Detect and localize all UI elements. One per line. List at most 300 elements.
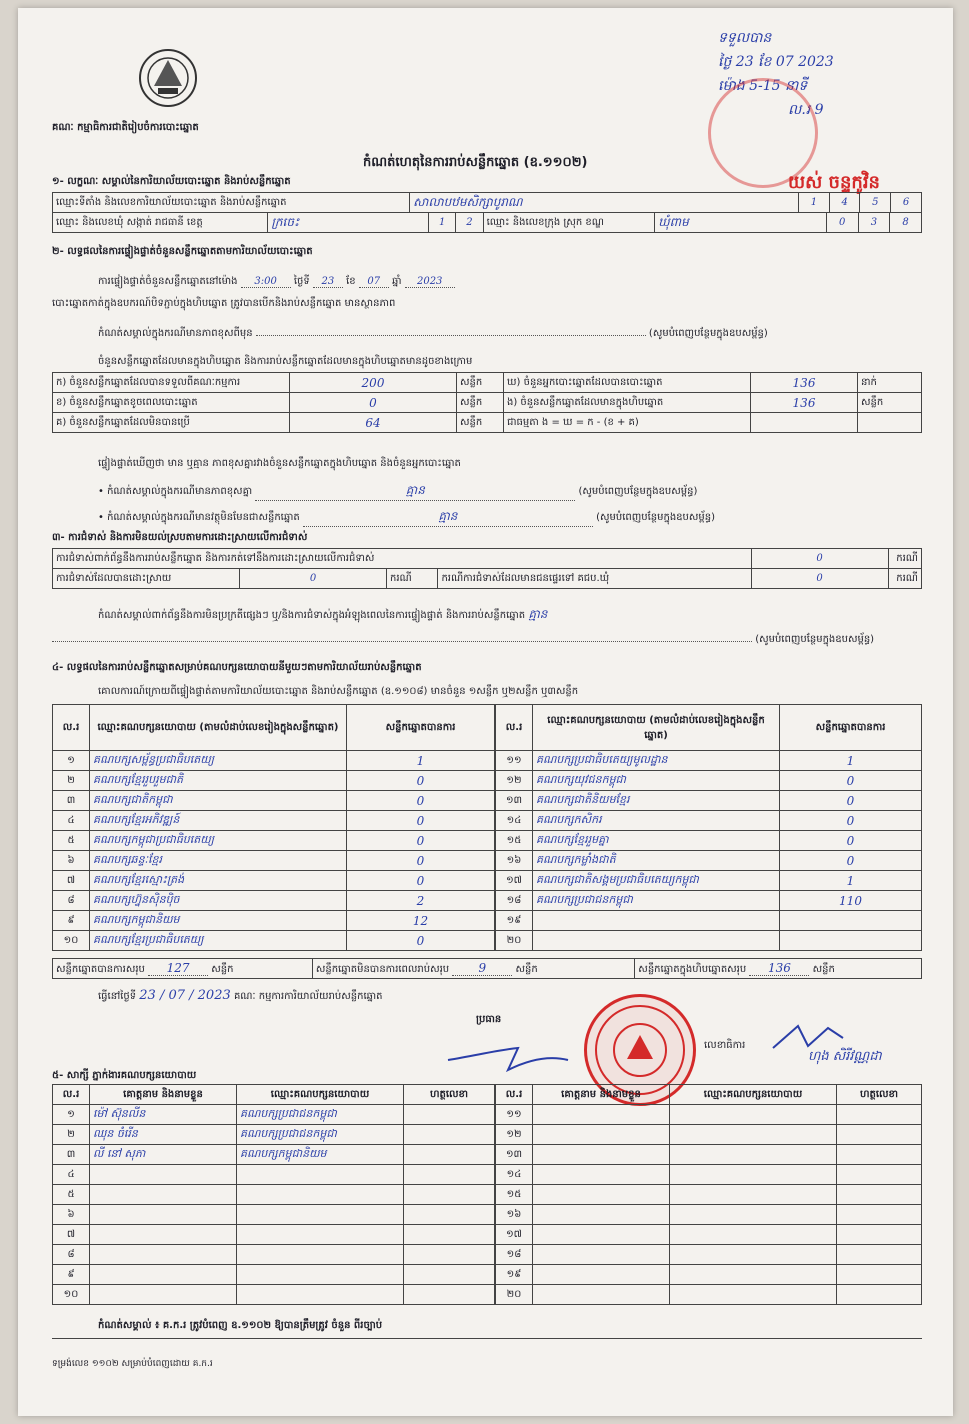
witness-signature xyxy=(404,1245,495,1265)
row-no: ១០ xyxy=(53,1285,90,1305)
table-row xyxy=(53,1285,495,1305)
footer-divider xyxy=(52,1338,922,1339)
bullet1-label: កំណត់សម្គាល់ក្នុងករណីមានភាពខុសគ្នា xyxy=(107,486,253,497)
vote-count: 0 xyxy=(780,811,922,831)
party-name: គណបក្សសម្ព័ន្ធប្រជាធិបតេយ្យ xyxy=(90,751,347,771)
s1-row2-label-b: ឈ្មោះ និងលេខក្រុង ស្រុក ខណ្ឌ xyxy=(483,213,655,233)
row-no: ៥ xyxy=(53,1185,90,1205)
sign-date xyxy=(98,988,383,1004)
totals-row xyxy=(52,958,922,979)
secretary-label: លេខាធិការ xyxy=(704,1040,746,1051)
row-no: ១៤ xyxy=(496,811,533,831)
table-row xyxy=(496,1145,922,1165)
row-no: ៧ xyxy=(53,1225,90,1245)
row-no: ១១ xyxy=(496,751,533,771)
s3-row2-value-b: 0 xyxy=(751,569,888,589)
s3-row2-unit: ករណី xyxy=(387,569,438,589)
row-no: ១២ xyxy=(496,1125,533,1145)
witness-signature xyxy=(837,1125,922,1145)
bullet1-value: គ្មាន xyxy=(255,482,575,501)
s3-row2-label: ការជំទាស់ដែលបានដោះស្រាយ xyxy=(53,569,240,589)
row-no: ៨ xyxy=(53,891,90,911)
table-row xyxy=(496,751,922,771)
party-name: គណបក្សប្រជាធិបតេយ្យមូលដ្ឋាន xyxy=(533,751,780,771)
witness-party: គណបក្សប្រជាជនកម្ពុជា xyxy=(237,1125,404,1145)
s1-code: 6 xyxy=(891,193,922,213)
witness-signature xyxy=(837,1185,922,1205)
section2-title: ២- លទ្ធផលនៃការផ្ទៀងផ្ទាត់ចំនួនសន្លឹកឆ្នោតតាមការិយាល័យបោះឆ្នោត xyxy=(52,246,313,257)
witness-party xyxy=(237,1205,404,1225)
total-invalid-value: 9 xyxy=(452,961,512,976)
section4-intro xyxy=(98,684,578,699)
party-name xyxy=(533,931,780,951)
date-label: ធ្វើនៅថ្ងៃទី xyxy=(98,991,137,1002)
form-title: កំណត់ហេតុនៃការរាប់សន្លឹកឆ្នោត (ឧ.១១០២) xyxy=(363,155,588,170)
witness-name xyxy=(533,1285,670,1305)
day-label: ថ្ងៃទី xyxy=(293,276,310,287)
row-no: ៨ xyxy=(53,1245,90,1265)
emblem-icon xyxy=(136,46,200,110)
row-no: ១៧ xyxy=(496,1225,533,1245)
note-label: កំណត់សម្គាល់ក្នុងករណីមានភាពខុសពីមុន xyxy=(98,328,253,339)
witness-signature xyxy=(837,1165,922,1185)
witness-name: លី នៅ សុភា xyxy=(90,1145,237,1165)
witness-signature xyxy=(404,1165,495,1185)
s2-left-unit: សន្លឹក xyxy=(457,413,504,433)
sign-committee: គណៈ កម្មការការិយាល័យរាប់សន្លឹកឆ្នោត xyxy=(233,991,383,1002)
col-party: ឈ្មោះគណបក្សនយោបាយ xyxy=(237,1085,404,1105)
witness-signature xyxy=(837,1145,922,1165)
total-valid-unit: សន្លឹក xyxy=(211,963,234,975)
table-row xyxy=(496,831,922,851)
row-no: ៦ xyxy=(53,1205,90,1225)
s1-row1-label: ឈ្មោះទីតាំង និងលេខការិយាល័យបោះឆ្នោត និងរាប់សន្លឹកឆ្នោត xyxy=(53,193,410,213)
row-no: ២០ xyxy=(496,931,533,951)
vote-count: 0 xyxy=(347,931,495,951)
vote-count: 0 xyxy=(780,831,922,851)
row-no: ១២ xyxy=(496,771,533,791)
col-no: ល.រ xyxy=(53,705,90,751)
vote-count: 0 xyxy=(347,871,495,891)
table-row xyxy=(53,931,495,951)
witness-name xyxy=(90,1225,237,1245)
table-row xyxy=(53,1165,495,1185)
witness-name xyxy=(90,1205,237,1225)
section2-check-line xyxy=(98,456,461,471)
table-row xyxy=(53,1265,495,1285)
vote-count: 1 xyxy=(780,871,922,891)
year-value: 2023 xyxy=(405,276,455,288)
footer-note: កំណត់សម្គាល់ ៖ គ.ក.រ ត្រូវបំពេញ ឧ.១១០២ ឱ្យបានត្រឹមត្រូវ ចំនួន ពីរច្បាប់ xyxy=(98,1320,383,1331)
table-row xyxy=(496,1105,922,1125)
party-name: គណបក្សកម្ពុជានិយម xyxy=(90,911,347,931)
s3-note-dots xyxy=(52,641,752,642)
witness-party xyxy=(670,1265,837,1285)
results-table-right xyxy=(495,704,922,951)
results-table-left xyxy=(52,704,495,951)
witness-party xyxy=(670,1285,837,1305)
witness-name xyxy=(90,1265,237,1285)
total-valid-value: 127 xyxy=(148,961,208,976)
s2-right-label: ជាធម្មតា ង = ឃ = ក - (ខ + គ) xyxy=(504,413,751,433)
s2-right-value: 136 xyxy=(751,373,858,393)
table-row xyxy=(53,1105,495,1125)
party-name: គណបក្សខ្មែរអភិវឌ្ឍន៍ xyxy=(90,811,347,831)
s1-row1-value: សាលាបឋមសិក្សាបូរាណ xyxy=(410,193,799,213)
footer-bottom-line: ទម្រង់លេខ ១១០២ សម្រាប់បំពេញដោយ គ.ក.រ xyxy=(52,1359,213,1369)
witness-party xyxy=(237,1185,404,1205)
bullet1-hint: (សូមបំពេញបន្ថែមក្នុងឧបសម្ព័ន្ធ) xyxy=(578,486,698,497)
row-no: ១០ xyxy=(53,931,90,951)
party-name: គណបក្សជាតិកម្ពុជា xyxy=(90,791,347,811)
witness-party xyxy=(670,1105,837,1125)
total-box-unit: សន្លឹក xyxy=(812,963,835,975)
total-invalid-unit: សន្លឹក xyxy=(515,963,538,975)
witness-name xyxy=(90,1245,237,1265)
s2-row xyxy=(53,373,922,393)
table-row xyxy=(496,1125,922,1145)
col-votes: សន្លឹកឆ្នោតបានការ xyxy=(780,705,922,751)
note-dots xyxy=(256,335,646,336)
s1-code: 8 xyxy=(890,213,922,233)
total-valid xyxy=(53,959,313,979)
s1-code: 4 xyxy=(829,193,860,213)
row-no: ១៩ xyxy=(496,1265,533,1285)
secretary-name: ហុង សិរីវណ្ណដា xyxy=(808,1049,882,1064)
witness-signature xyxy=(837,1245,922,1265)
vote-count: 0 xyxy=(780,791,922,811)
table-row xyxy=(53,1145,495,1165)
witness-name xyxy=(533,1225,670,1245)
total-box xyxy=(635,959,922,979)
total-invalid xyxy=(312,959,634,979)
s3-row2-value: 0 xyxy=(240,569,387,589)
s3-row1-label: ការជំទាស់ពាក់ព័ន្ធនឹងការរាប់សន្លឹកឆ្នោត និងការកត់ទៅនឹងការដោះស្រាយលើការជំទាស់ xyxy=(53,549,752,569)
section3-title: ៣- ការជំទាស់ និងការមិនយល់ស្របតាមការដោះស្រាយលើការជំទាស់ xyxy=(52,532,308,543)
party-name: គណបក្សខ្មែរស្មោះត្រង់ xyxy=(90,871,347,891)
party-name: គណបក្សខ្មែររួមគ្នា xyxy=(533,831,780,851)
row-no: ១៦ xyxy=(496,1205,533,1225)
table-row xyxy=(496,1205,922,1225)
s1-code: 1 xyxy=(799,193,830,213)
witness-name xyxy=(533,1205,670,1225)
col-name: គោត្តនាម និងនាមខ្លួន xyxy=(90,1085,237,1105)
s4-intro-text: គោលការណ៍ក្រោយពីផ្ទៀងផ្ទាត់តាមការិយាល័យបោះឆ្នោត និងរាប់សន្លឹកឆ្នោត (ឧ.១១០៨) មានចំនួន ១សន្លឹក ឬ២សន្លឹក ឬ៣សន្លឹក xyxy=(98,686,579,697)
row-no: ៤ xyxy=(53,1165,90,1185)
section2-note xyxy=(98,326,918,341)
vote-count: 0 xyxy=(347,811,495,831)
witness-name xyxy=(90,1165,237,1185)
vote-count: 0 xyxy=(347,851,495,871)
row-no: ៤ xyxy=(53,811,90,831)
row-no: ១ xyxy=(53,751,90,771)
table-row xyxy=(496,1265,922,1285)
witness-name xyxy=(533,1185,670,1205)
date-value: 23 / 07 / 2023 xyxy=(139,988,231,1003)
party-name: គណបក្សកម្លាំងជាតិ xyxy=(533,851,780,871)
party-name: គណបក្សហ្វ៊ុនស៊ិនប៉ិច xyxy=(90,891,347,911)
month-label: ខែ xyxy=(346,276,356,287)
vote-count xyxy=(780,911,922,931)
table-row xyxy=(496,1185,922,1205)
chair-signature xyxy=(438,1030,588,1080)
witness-signature xyxy=(404,1185,495,1205)
s2-left-label: គ) ចំនួនសន្លឹកឆ្នោតដែលមិនបានប្រើ xyxy=(53,413,290,433)
witness-table-right xyxy=(495,1084,922,1305)
row-no: ១៥ xyxy=(496,831,533,851)
table-row xyxy=(53,911,495,931)
table-row xyxy=(53,1125,495,1145)
s1-code: 5 xyxy=(860,193,891,213)
table-row xyxy=(53,751,495,771)
witness-signature xyxy=(837,1105,922,1125)
party-name: គណបក្សជាតិនិយមខ្មែរ xyxy=(533,791,780,811)
s2-left-unit: សន្លឹក xyxy=(457,393,504,413)
s2-right-value xyxy=(751,413,858,433)
row-no: ១ xyxy=(53,1105,90,1125)
section2-table xyxy=(52,372,922,433)
witness-party xyxy=(237,1285,404,1305)
table-row xyxy=(496,1245,922,1265)
witness-party xyxy=(237,1245,404,1265)
vote-count xyxy=(780,931,922,951)
witness-name xyxy=(533,1145,670,1165)
table-row xyxy=(496,1285,922,1305)
party-name: គណបក្សកម្ពុជាប្រជាធិបតេយ្យ xyxy=(90,831,347,851)
vote-count: 12 xyxy=(347,911,495,931)
witness-signature xyxy=(404,1105,495,1125)
witness-party xyxy=(670,1205,837,1225)
s1-row2-label: ឈ្មោះ និងលេខឃុំ សង្កាត់ រាជធានី ខេត្ត xyxy=(53,213,268,233)
row-no: ១៨ xyxy=(496,891,533,911)
vote-count: 0 xyxy=(347,791,495,811)
s3-row1-value: 0 xyxy=(751,549,888,569)
total-box-value: 136 xyxy=(749,961,809,976)
section2-intro-line2: បោះឆ្នោតកាត់ក្នុងឧបករណ៍បិទភ្ជាប់ក្នុងហិបឆ្នោត ត្រូវបានបើកនិងរាប់សន្លឹកឆ្នោត មានស្ថានភាព xyxy=(52,298,396,309)
total-box-label: សន្លឹកឆ្នោតក្នុងហិបឆ្នោតសរុប xyxy=(638,963,747,975)
witness-name xyxy=(533,1105,670,1125)
received-line4: ល.រ 9 xyxy=(788,102,824,118)
witness-name xyxy=(533,1245,670,1265)
row-no: ៩ xyxy=(53,1265,90,1285)
s2-left-value: 0 xyxy=(290,393,457,413)
witness-party xyxy=(670,1225,837,1245)
note-hint: (សូមបំពេញបន្ថែមក្នុងឧបសម្ព័ន្ធ) xyxy=(648,328,768,339)
witness-party xyxy=(670,1245,837,1265)
row-no: ១៣ xyxy=(496,1145,533,1165)
vote-count: 2 xyxy=(347,891,495,911)
day-value: 23 xyxy=(313,276,343,288)
s2-left-unit: សន្លឹក xyxy=(457,373,504,393)
witness-signature xyxy=(837,1225,922,1245)
table-row xyxy=(53,831,495,851)
table-row xyxy=(496,931,922,951)
witness-party xyxy=(237,1165,404,1185)
bullet2: • កំណត់សម្គាល់ក្នុងករណីមានវត្ថុមិនមែនជាសន្លឹកឆ្នោត គ្មាន (សូមបំពេញបន្ថែមក្នុងឧបសម្ព័ន្ធ) xyxy=(98,508,918,527)
bullet1: • កំណត់សម្គាល់ក្នុងករណីមានភាពខុសគ្នា គ្មាន (សូមបំពេញបន្ថែមក្នុងឧបសម្ព័ន្ធ) xyxy=(98,482,918,501)
table-row xyxy=(496,791,922,811)
intro-prefix: ការផ្ទៀងផ្ទាត់ចំនួនសន្លឹកឆ្នោតនៅម៉ោង xyxy=(98,276,238,287)
s3-row2-mid: ករណីការជំទាស់ដែលមានជនផ្ទេរទៅ គជប.ឃុំ xyxy=(438,569,751,589)
s2-left-value: 64 xyxy=(290,413,457,433)
table-row xyxy=(496,1225,922,1245)
col-no: ល.រ xyxy=(496,1085,533,1105)
s2-left-value: 200 xyxy=(290,373,457,393)
s3-row2-unit-b: ករណី xyxy=(888,569,921,589)
witness-name xyxy=(90,1185,237,1205)
col-no: ល.រ xyxy=(53,1085,90,1105)
s1-code: 1 xyxy=(429,213,456,233)
row-no: ១៤ xyxy=(496,1165,533,1185)
s3-note-hint: (សូមបំពេញបន្ថែមក្នុងឧបសម្ព័ន្ធ) xyxy=(755,634,875,645)
col-party: ឈ្មោះគណបក្សនយោបាយ xyxy=(670,1085,837,1105)
row-no: ១៥ xyxy=(496,1185,533,1205)
year-label: ឆ្នាំ xyxy=(391,276,402,287)
witness-name xyxy=(90,1285,237,1305)
received-line2: ថ្ងៃ 23 ខែ 07 2023 xyxy=(718,54,834,70)
month-value: 07 xyxy=(359,276,389,288)
table-row xyxy=(53,891,495,911)
row-no: ៧ xyxy=(53,871,90,891)
row-no: ៩ xyxy=(53,911,90,931)
row-no: ១៦ xyxy=(496,851,533,871)
witness-table-left xyxy=(52,1084,495,1305)
row-no: ២ xyxy=(53,1125,90,1145)
row-no: ២០ xyxy=(496,1285,533,1305)
witness-signature xyxy=(404,1145,495,1165)
vote-count: 0 xyxy=(347,831,495,851)
row-no: ៣ xyxy=(53,1145,90,1165)
s1-row2-value: ក្រចេះ xyxy=(268,213,429,233)
witness-signature xyxy=(404,1205,495,1225)
witness-name xyxy=(533,1265,670,1285)
vote-count: 1 xyxy=(780,751,922,771)
section1-table-row2 xyxy=(52,212,922,233)
col-name: គោត្តនាម និងនាមខ្លួន xyxy=(533,1085,670,1105)
total-valid-label: សន្លឹកឆ្នោតបានការសរុប xyxy=(56,963,145,975)
vote-count: 0 xyxy=(780,771,922,791)
bullet2-value: គ្មាន xyxy=(303,508,593,527)
received-line3: ម៉ោង 5-15 នាទី xyxy=(718,78,808,94)
table-row xyxy=(53,871,495,891)
s2-left-label: ខ) ចំនួនសន្លឹកឆ្នោតខូចពេលបោះឆ្នោត xyxy=(53,393,290,413)
s2-right-value: 136 xyxy=(751,393,858,413)
section1-title: ១- លក្ខណៈ សម្គាល់នៃការិយាល័យបោះឆ្នោត និងរាប់សន្លឹកឆ្នោត xyxy=(52,176,291,187)
witness-party xyxy=(670,1185,837,1205)
s2-left-label: ក) ចំនួនសន្លឹកឆ្នោតដែលបានទទួលពីគណៈកម្មការ xyxy=(53,373,290,393)
row-no: ៦ xyxy=(53,851,90,871)
table-row xyxy=(496,771,922,791)
col-votes: សន្លឹកឆ្នោតបានការ xyxy=(347,705,495,751)
witness-signature xyxy=(404,1285,495,1305)
vote-count: 1 xyxy=(347,751,495,771)
s3-note-label: កំណត់សម្គាល់ពាក់ព័ន្ធនឹងការមិនប្រក្រតីផ្សេងៗ ឬ/និងការជំទាស់ក្នុងអំឡុងពេលនៃការផ្ទៀងផ្ទាត់ និងការរាប់សន្លឹកឆ្នោត xyxy=(98,610,526,621)
table-row xyxy=(496,1165,922,1185)
s2-right-unit xyxy=(858,413,922,433)
witness-name: ម៉ៅ ស៊ុនលីន xyxy=(90,1105,237,1125)
received-line1: ទទួលបាន xyxy=(718,30,772,46)
s1-code: 0 xyxy=(826,213,858,233)
col-sign: ហត្ថលេខា xyxy=(837,1085,922,1105)
s2-right-label: ង) ចំនួនសន្លឹកឆ្នោតដែលមានក្នុងហិបឆ្នោត xyxy=(504,393,751,413)
vote-count: 0 xyxy=(347,771,495,791)
signer-name: យស់ ចន្ទកូវិន xyxy=(788,172,880,193)
row-no: ១៨ xyxy=(496,1245,533,1265)
s1-row2-value-b: ឃុំពាម xyxy=(655,213,827,233)
vote-count: 0 xyxy=(780,851,922,871)
s1-code: 2 xyxy=(456,213,483,233)
witness-signature xyxy=(837,1205,922,1225)
s2-row xyxy=(53,413,922,433)
col-no: ល.រ xyxy=(496,705,533,751)
section1-table xyxy=(52,192,922,213)
witness-signature xyxy=(837,1285,922,1305)
witness-name xyxy=(533,1165,670,1185)
section3-note-hint xyxy=(52,632,922,647)
witness-signature xyxy=(404,1125,495,1145)
section5-title: ៥- សាក្សី ភ្នាក់ងារគណបក្សនយោបាយ xyxy=(52,1070,197,1081)
vote-count: 110 xyxy=(780,891,922,911)
s2-row xyxy=(53,393,922,413)
row-no: ៣ xyxy=(53,791,90,811)
party-name: គណបក្សយុវជនកម្ពុជា xyxy=(533,771,780,791)
section3-note xyxy=(98,606,547,624)
section4-title: ៤- លទ្ធផលនៃការរាប់សន្លឹកឆ្នោតសម្រាប់គណបក្សនយោបាយនីមួយៗតាមការិយាល័យរាប់សន្លឹកឆ្នោត xyxy=(52,662,422,673)
witness-party xyxy=(237,1265,404,1285)
total-invalid-label: សន្លឹកឆ្នោតមិនបានការពេលរាប់សរុប xyxy=(315,963,450,975)
row-no: ៥ xyxy=(53,831,90,851)
table-row xyxy=(53,1185,495,1205)
witness-party: គណបក្សកម្ពុជានិយម xyxy=(237,1145,404,1165)
table-row xyxy=(53,811,495,831)
section2-intro xyxy=(98,274,455,289)
s2-right-unit: សន្លឹក xyxy=(858,393,922,413)
witness-name xyxy=(533,1125,670,1145)
witness-name: ឈុន ចំរើន xyxy=(90,1125,237,1145)
col-party: ឈ្មោះគណបក្សនយោបាយ (តាមលំដាប់លេខរៀងក្នុងសន្លឹកឆ្នោត) xyxy=(533,705,780,751)
party-name: គណបក្សឆន្ទៈខ្មែរ xyxy=(90,851,347,871)
witness-party: គណបក្សប្រជាជនកម្ពុជា xyxy=(237,1105,404,1125)
s2-right-label: ឃ) ចំនួនអ្នកបោះឆ្នោតដែលបានបោះឆ្នោត xyxy=(504,373,751,393)
party-name: គណបក្សខ្មែររួបរួមជាតិ xyxy=(90,771,347,791)
row-no: ១៧ xyxy=(496,871,533,891)
table-row xyxy=(496,811,922,831)
table-row xyxy=(496,851,922,871)
table-row xyxy=(53,1205,495,1225)
table-row xyxy=(496,911,922,931)
form-sheet xyxy=(18,8,953,1416)
table-row xyxy=(53,851,495,871)
table-row xyxy=(53,791,495,811)
party-name: គណបក្សកសិករ xyxy=(533,811,780,831)
s3-row1-unit: ករណី xyxy=(888,549,921,569)
table-row xyxy=(53,1245,495,1265)
check-line-text: ផ្ទៀងផ្ទាត់ឃើញថា មាន ឬគ្មាន ភាពខុសគ្នារវាងចំនួនសន្លឹកឆ្នោតក្នុងហិបឆ្នោត និងចំនួនអ្នកបោះឆ្នោត xyxy=(98,458,461,469)
party-name: គណបក្សខ្មែរប្រជាធិបតេយ្យ xyxy=(90,931,347,951)
row-no: ១៣ xyxy=(496,791,533,811)
chair-label: ប្រធាន xyxy=(476,1014,502,1025)
witness-signature xyxy=(404,1265,495,1285)
bullet2-label: កំណត់សម្គាល់ក្នុងករណីមានវត្ថុមិនមែនជាសន្លឹកឆ្នោត xyxy=(107,512,300,523)
row-no: ១៩ xyxy=(496,911,533,931)
witness-party xyxy=(670,1145,837,1165)
witness-signature xyxy=(837,1265,922,1285)
s2-right-unit: នាក់ xyxy=(858,373,922,393)
table-row xyxy=(53,1225,495,1245)
row-no: ២ xyxy=(53,771,90,791)
s1-code: 3 xyxy=(858,213,890,233)
witness-signature xyxy=(404,1225,495,1245)
